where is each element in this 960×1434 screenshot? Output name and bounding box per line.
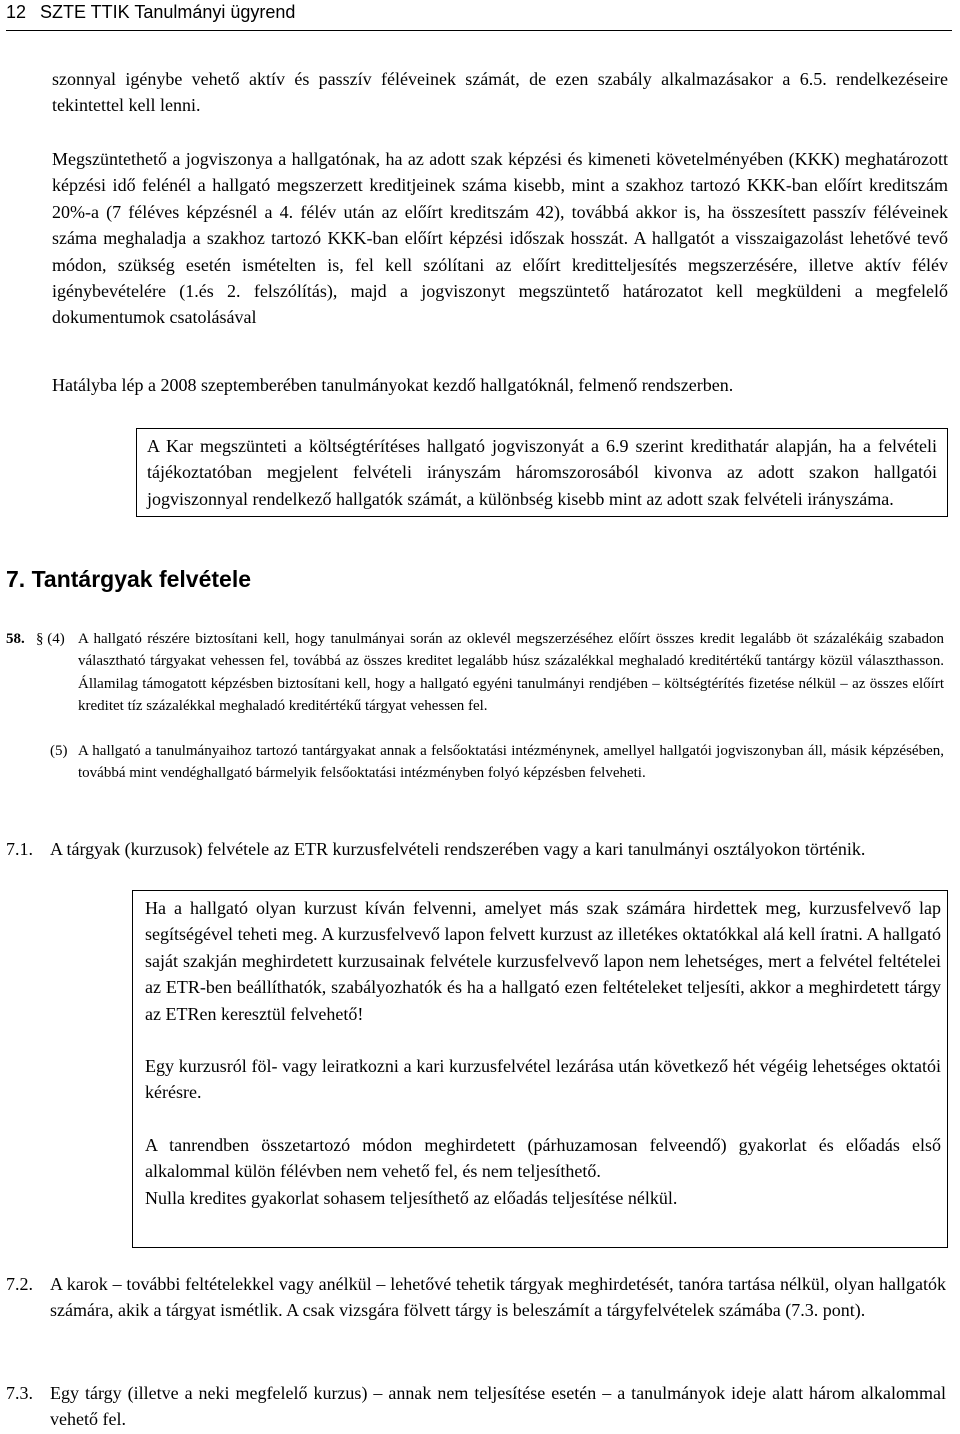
fee-paying-termination-box xyxy=(136,428,948,517)
law-para5-text: A hallgató a tanulmányaihoz tartozó tantárgyakat annak a felsőoktatási intézménynek, amellyel hallgatói jogviszonyban áll, másik képzésében, továbbá mint vendéghallgató bármelyik felsőoktatási intézményben folyó képzésben felveheti. xyxy=(78,743,944,782)
course-registration-rule-4: Nulla kredites gyakorlat sohasem teljesíthető az előadás teljesítése nélkül. xyxy=(145,1187,678,1208)
law-para4-text: A hallgató részére biztosítani kell, hogy tanulmányai során az oklevél megszerzéséhez előírt összes kredit legalább öt százalékáig szabadon választható tárgyakat vehessen fel, továbbá az összes kreditet legalább húsz százalékkal meghaladó kreditértékű tantárgy közül választhasson. Államilag támogatott képzésben biztosítani kell, hogy a hallgató egyéni tanulmányi rendjében – költségtérítés fizetése nélkül – az összes előírt kreditet tíz százalékkal meghaladó kreditértékű tárgyat vehessen fel. xyxy=(78,631,944,714)
document-title: SZTE TTIK Tanulmányi ügyrend xyxy=(40,2,296,22)
fee-paying-termination-text: A Kar megszünteti a költségtérítéses hallgató jogviszonyát a 6.9 szerint kredithatár alapján, ha a felvételi tájékoztatóban megjelent felvételi irányszám háromszorosából kivonva az adott szakon hallgatói jogviszonnyal rendelkező hallgatók számát, a különbség kisebb mint az adott szak felvételi irányszáma. xyxy=(147,436,937,509)
course-registration-rule-1: Ha a hallgató olyan kurzust kíván felvenni, amelyet más szak számára hirdettek meg, kurzusfelvevő lap segítségével teheti meg. A kurzusfelvevő lapon felvett kurzust az illetékes oktatókkal alá kell íratni. A hallgató saját szakján meghirdetett kurzusainak felvétele kurzusfelvevő lapon nem lehetséges, mert a felvétel feltételei az ETR-ben beállíthatók, szabályozhatók és ha a hallgató ezen feltételeket teljesíti, akkor a meghirdetett tárgy az ETRen keresztül felvehető! xyxy=(145,898,941,1024)
law-para5-label: (5) xyxy=(50,743,68,759)
course-registration-rule-2: Egy kurzusról föl- vagy leiratkozni a kari kurzusfelvétel lezárása után következő hét végéig lehetséges oktatói kérésre. xyxy=(145,1056,941,1103)
intro-paragraph: szonnyal igénybe vehető aktív és passzív féléveinek számát, de ezen szabály alkalmazásakor a 6.5. rendelkezéseire tekintettel kell lenni. xyxy=(52,69,948,116)
course-registration-box xyxy=(132,890,948,1248)
law-section-number: 58. xyxy=(6,631,25,647)
section-7-3-number: 7.3. xyxy=(6,1383,33,1403)
section-heading: 7. Tantárgyak felvétele xyxy=(6,566,252,592)
law-para4-label: § (4) xyxy=(36,631,65,647)
section-7-3-text: Egy tárgy (illetve a neki megfelelő kurzus) – annak nem teljesítése esetén – a tanulmányok ideje alatt három alkalommal vehető fel. xyxy=(50,1383,946,1430)
section-7-2-text: A karok – további feltételekkel vagy anélkül – lehetővé tehetik tárgyak meghirdetését, tanóra tartása nélkül, olyan hallgatók számára, akik a tárgyat ismétlik. A csak vizsgára fölvett tárgy is beleszámít a tárgyfelvételek számába (7.3. pont). xyxy=(50,1274,946,1321)
section-7-1-number: 7.1. xyxy=(6,839,33,859)
page-header xyxy=(6,0,952,31)
section-7-2-number: 7.2. xyxy=(6,1274,33,1294)
section-7-1-text: A tárgyak (kurzusok) felvétele az ETR kurzusfelvételi rendszerében vagy a kari tanulmányi osztályokon történik. xyxy=(50,839,866,859)
effective-date-line: Hatályba lép a 2008 szeptemberében tanulmányokat kezdő hallgatóknál, felmenő rendszerben. xyxy=(52,375,734,395)
termination-paragraph: Megszüntethető a jogviszonya a hallgatónak, ha az adott szak képzési és kimeneti követelményében (KKK) meghatározott képzési idő felénél a hallgató megszerzett kreditjeinek száma kisebb, mint a szakhoz tartozó KKK-ban előírt kreditszám 20%-a (7 féléves képzésnél a 4. félév után az előírt kreditszám 42), továbbá akkor is, ha összesített passzív féléveinek száma meghaladja a szakhoz tartozó KKK-ban előírt képzési időszak hosszát. A hallgatót a visszaigazolást lehetővé tevő módon, szükség esetén ismételten is, fel kell szólítani az előírt kreditteljesítés megszerzésére, illetve aktív félév igénybevételére (1.és 2. felszólítás), majd a jogviszonyt megszüntető határozatot kell megküldeni a megfelelő dokumentumok csatolásával xyxy=(52,149,948,328)
course-registration-rule-3: A tanrendben összetartozó módon meghirdetett (párhuzamosan felveendő) gyakorlat és előadás első alkalommal külön félévben nem vehető fel, és nem teljesíthető. xyxy=(145,1134,941,1182)
page-number: 12 xyxy=(6,2,27,22)
